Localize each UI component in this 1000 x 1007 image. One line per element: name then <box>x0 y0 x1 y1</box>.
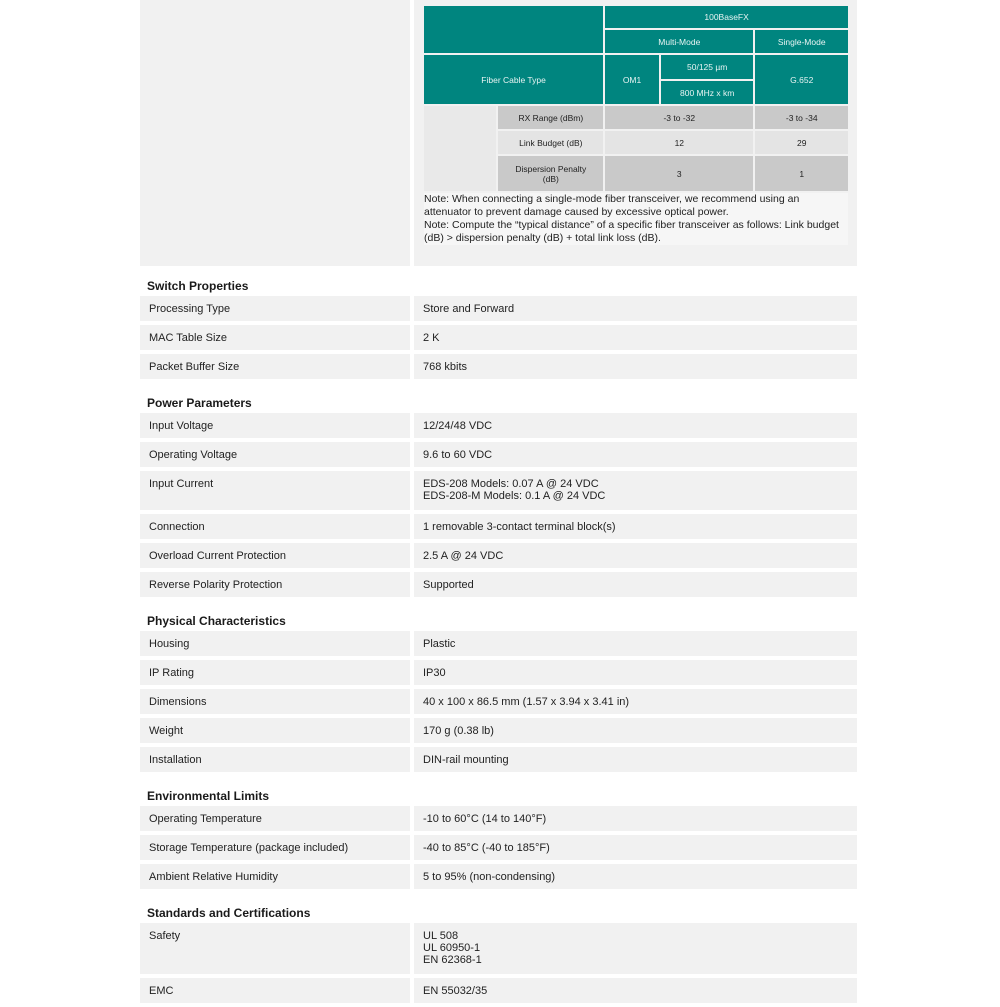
spec-row-safety <box>140 923 857 974</box>
spec-label: Connection <box>140 514 410 539</box>
spec-row-operating-voltage <box>140 442 857 467</box>
spec-value-line: UL 508 <box>423 930 459 942</box>
spec-value <box>414 572 857 597</box>
spec-value-line: 170 g (0.38 lb) <box>423 725 494 737</box>
spec-value <box>414 631 857 656</box>
spec-row-input-current <box>140 471 857 510</box>
fiber-label-cell <box>140 0 410 266</box>
spec-value <box>414 835 857 860</box>
om1-cell: OM1 <box>605 55 659 104</box>
spec-value-line: DIN-rail mounting <box>423 754 509 766</box>
spec-row-connection <box>140 514 857 539</box>
spec-value-line: -10 to 60°C (14 to 140°F) <box>423 813 547 825</box>
spec-value <box>414 442 857 467</box>
spec-value <box>414 689 857 714</box>
spec-value-line: EDS-208-M Models: 0.1 A @ 24 VDC <box>423 490 606 502</box>
spec-value-line: -40 to 85°C (-40 to 185°F) <box>423 842 550 854</box>
spec-label: IP Rating <box>140 660 410 685</box>
spec-label: Input Voltage <box>140 413 410 438</box>
spec-row-packet-buffer-size <box>140 354 857 379</box>
dispersion-penalty-multi: 3 <box>605 156 753 191</box>
fiber-cable-type-label: Fiber Cable Type <box>424 55 603 104</box>
fiber-spec-block <box>140 0 857 266</box>
spec-row-processing-type <box>140 296 857 321</box>
spec-label: Packet Buffer Size <box>140 354 410 379</box>
header-100basefx: 100BaseFX <box>605 6 848 28</box>
spec-value <box>414 864 857 889</box>
section-heading-physical-characteristics: Physical Characteristics <box>147 614 286 628</box>
spec-value <box>414 296 857 321</box>
note-attenuator: Note: When connecting a single-mode fiber transceiver, we recommend using an attenuator to prevent damage caused by excessive optical power. <box>424 193 800 218</box>
spec-value-line: UL 60950-1 <box>423 942 481 954</box>
spec-sheet <box>140 0 857 1007</box>
section-heading-environmental-limits: Environmental Limits <box>147 789 270 803</box>
spec-row-emc <box>140 978 857 1003</box>
spec-row-housing <box>140 631 857 656</box>
spec-value-line: 2.5 A @ 24 VDC <box>423 550 504 562</box>
spec-value-line: 2 K <box>423 332 440 344</box>
spec-value <box>414 806 857 831</box>
spec-value-line: IP30 <box>423 667 446 679</box>
spec-row-weight <box>140 718 857 743</box>
rx-range-multi: -3 to -32 <box>605 106 753 129</box>
spec-label: Weight <box>140 718 410 743</box>
spec-value-line: Plastic <box>423 638 456 650</box>
spec-value-line: 12/24/48 VDC <box>423 420 493 432</box>
spec-value-line: Store and Forward <box>423 303 515 315</box>
dispersion-penalty-single: 1 <box>755 156 848 191</box>
spec-value-line: 9.6 to 60 VDC <box>423 449 493 461</box>
spec-label: EMC <box>140 978 410 1003</box>
fiber-notes <box>424 193 848 245</box>
corner-cell <box>424 6 603 53</box>
spec-value-line: 5 to 95% (non-condensing) <box>423 871 556 883</box>
spec-label: Overload Current Protection <box>140 543 410 568</box>
spec-label: Operating Voltage <box>140 442 410 467</box>
spec-row-overload-current-protection <box>140 543 857 568</box>
header-single-mode: Single-Mode <box>755 30 848 53</box>
rx-range-label: RX Range (dBm) <box>498 106 603 129</box>
spec-row-input-voltage <box>140 413 857 438</box>
link-budget-single: 29 <box>755 131 848 154</box>
link-budget-multi: 12 <box>605 131 753 154</box>
spec-value <box>414 325 857 350</box>
section-heading-switch-properties: Switch Properties <box>147 279 249 293</box>
spec-value-line: 40 x 100 x 86.5 mm (1.57 x 3.94 x 3.41 in) <box>423 696 630 708</box>
dispersion-penalty-label: Dispersion Penalty (dB) <box>498 156 603 191</box>
spec-row-installation <box>140 747 857 772</box>
spec-value-line: 1 removable 3-contact terminal block(s) <box>423 521 616 533</box>
spec-row-reverse-polarity-protection <box>140 572 857 597</box>
spec-label: Housing <box>140 631 410 656</box>
spec-label: MAC Table Size <box>140 325 410 350</box>
core-size-cell: 50/125 µm <box>661 55 754 79</box>
fiber-table <box>422 4 850 247</box>
spec-value <box>414 923 857 974</box>
section-heading-standards-and-certifications: Standards and Certifications <box>147 906 311 920</box>
spec-value <box>414 413 857 438</box>
spec-label: Installation <box>140 747 410 772</box>
spec-label: Reverse Polarity Protection <box>140 572 410 597</box>
spec-value <box>414 471 857 510</box>
spec-value-line: 768 kbits <box>423 361 468 373</box>
spec-value <box>414 978 857 1003</box>
spec-label: Safety <box>140 923 410 974</box>
spec-value-line: Supported <box>423 579 474 591</box>
spec-label: Processing Type <box>140 296 410 321</box>
rx-range-single: -3 to -34 <box>755 106 848 129</box>
spec-label: Input Current <box>140 471 410 510</box>
spec-row-ambient-relative-humidity <box>140 864 857 889</box>
header-multi-mode: Multi-Mode <box>605 30 753 53</box>
link-budget-label: Link Budget (dB) <box>498 131 603 154</box>
spec-row-ip-rating <box>140 660 857 685</box>
spec-label: Dimensions <box>140 689 410 714</box>
spec-value <box>414 718 857 743</box>
spec-value-line: EDS-208 Models: 0.07 A @ 24 VDC <box>423 478 599 490</box>
note-typical-distance: Note: Compute the “typical distance” of a specific fiber transceiver as follows: Link budget (dB) > dispersion penalty (dB) + total link loss (dB). <box>424 219 839 244</box>
spec-row-storage-temperature-package-included <box>140 835 857 860</box>
spec-label: Ambient Relative Humidity <box>140 864 410 889</box>
spec-label: Operating Temperature <box>140 806 410 831</box>
fiber-table-cell <box>414 0 857 266</box>
bandwidth-cell: 800 MHz x km <box>661 81 754 104</box>
spec-value <box>414 543 857 568</box>
spec-value <box>414 660 857 685</box>
spec-row-mac-table-size <box>140 325 857 350</box>
spec-value <box>414 514 857 539</box>
spec-value <box>414 747 857 772</box>
g652-cell: G.652 <box>755 55 848 104</box>
spec-value-line: EN 55032/35 <box>423 985 488 997</box>
spec-value <box>414 354 857 379</box>
section-heading-power-parameters: Power Parameters <box>147 396 252 410</box>
spec-value-line: EN 62368-1 <box>423 954 482 966</box>
empty-cell <box>424 106 496 191</box>
spec-label: Storage Temperature (package included) <box>140 835 410 860</box>
spec-sections <box>140 266 857 1003</box>
spec-row-operating-temperature <box>140 806 857 831</box>
spec-row-dimensions <box>140 689 857 714</box>
